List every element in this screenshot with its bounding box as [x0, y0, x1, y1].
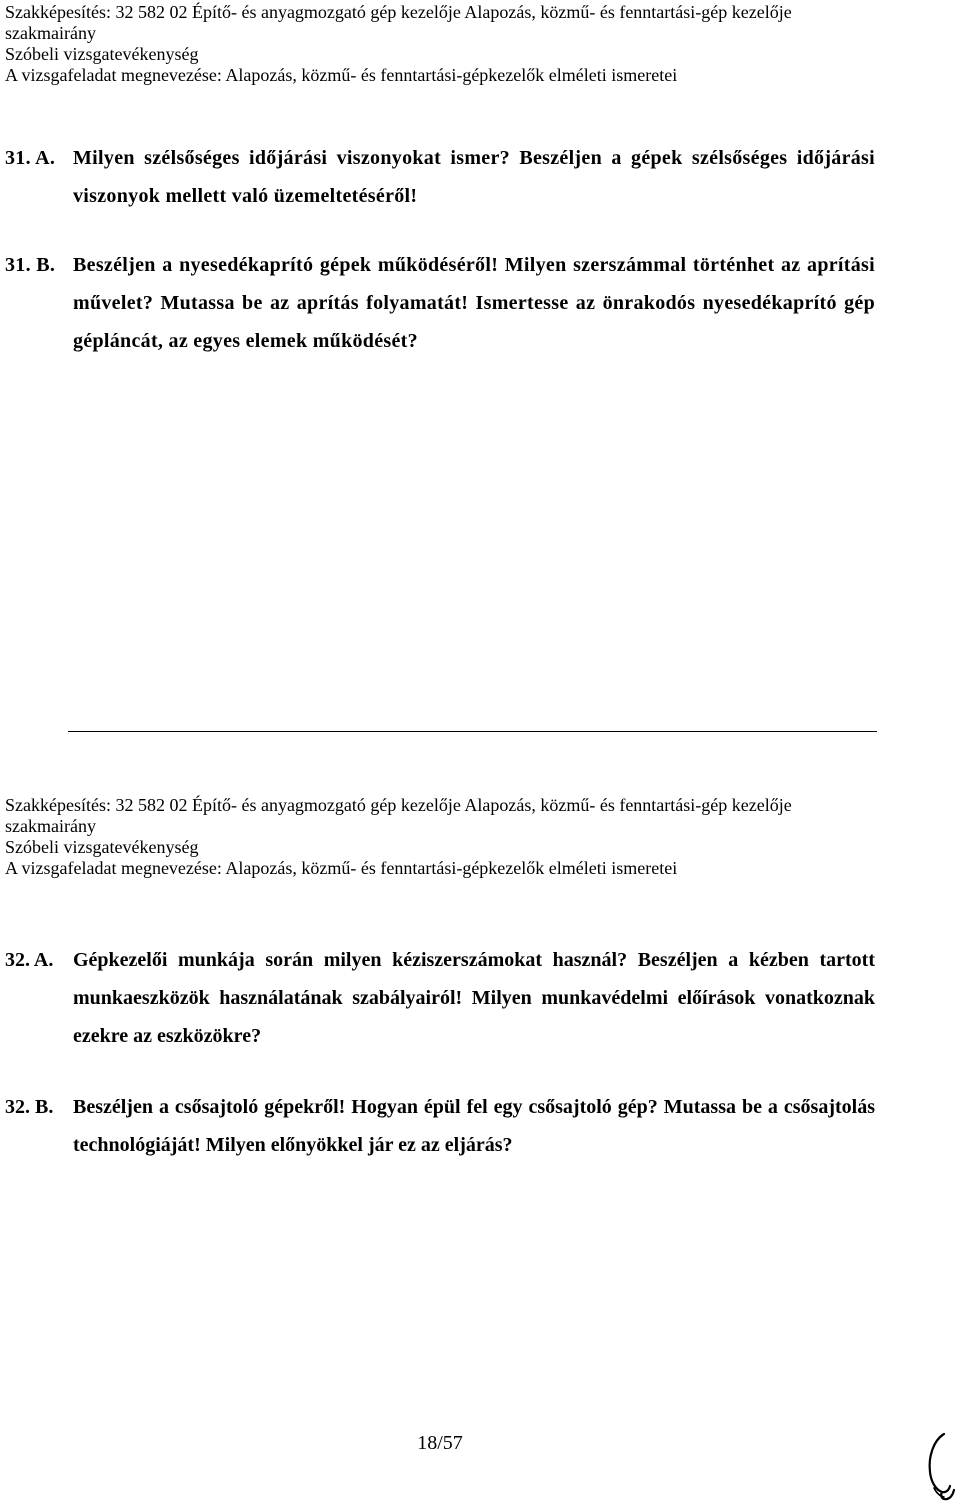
question-text: Beszéljen a nyesedékaprító gépek működéséről! Milyen szerszámmal történhet az aprítási művelet? Mutassa be az aprítás folyamatát! Ismertesse az önrakodós nyesedékaprító gép gépláncát, az egyes elemek működését? — [73, 254, 875, 352]
question-number: 32. A. — [5, 949, 54, 971]
question-number: 32. B. — [5, 1096, 54, 1118]
page-number: 18/57 — [417, 1432, 463, 1454]
header-qualification: Szakképesítés: 32 582 02 Építő- és anyagmozgató gép kezelője Alapozás, közmű- és fenntartási-gép kezelője — [5, 795, 792, 815]
header-specialization: szakmairány — [5, 816, 96, 836]
question-number: 31. A. — [5, 147, 56, 169]
question-number: 31. B. — [5, 254, 56, 276]
question-text: Beszéljen a csősajtoló gépekről! Hogyan épül fel egy csősajtoló gép? Mutassa be a csősajtolás technológiáját! Milyen előnyökkel jár ez az eljárás? — [73, 1096, 875, 1156]
page-divider — [68, 731, 877, 732]
header-exam-activity: Szóbeli vizsgatevékenység — [5, 44, 199, 64]
question-text: Milyen szélsőséges időjárási viszonyokat ismer? Beszéljen a gépek szélsőséges időjárási viszonyok mellett való üzemeltetéséről! — [73, 147, 875, 207]
page-header — [5, 795, 905, 879]
question-31a — [5, 139, 875, 215]
page-header — [5, 2, 905, 86]
question-32b — [5, 1088, 875, 1164]
header-qualification: Szakképesítés: 32 582 02 Építő- és anyagmozgató gép kezelője Alapozás, közmű- és fenntartási-gép kezelője — [5, 2, 792, 22]
question-31b — [5, 246, 875, 360]
question-text: Gépkezelői munkája során milyen kéziszerszámokat használ? Beszéljen a kézben tartott munkaeszközök használatának szabályairól! Milyen munkavédelmi előírások vonatkoznak ezekre az eszközökre? — [73, 949, 875, 1047]
header-exam-activity: Szóbeli vizsgatevékenység — [5, 837, 199, 857]
header-specialization: szakmairány — [5, 23, 96, 43]
header-task-name: A vizsgafeladat megnevezése: Alapozás, közmű- és fenntartási-gépkezelők elméleti ismeretei — [5, 858, 678, 878]
header-task-name: A vizsgafeladat megnevezése: Alapozás, közmű- és fenntartási-gépkezelők elméleti ismeretei — [5, 65, 678, 85]
question-32a — [5, 941, 875, 1055]
signature-mark — [920, 1430, 956, 1502]
